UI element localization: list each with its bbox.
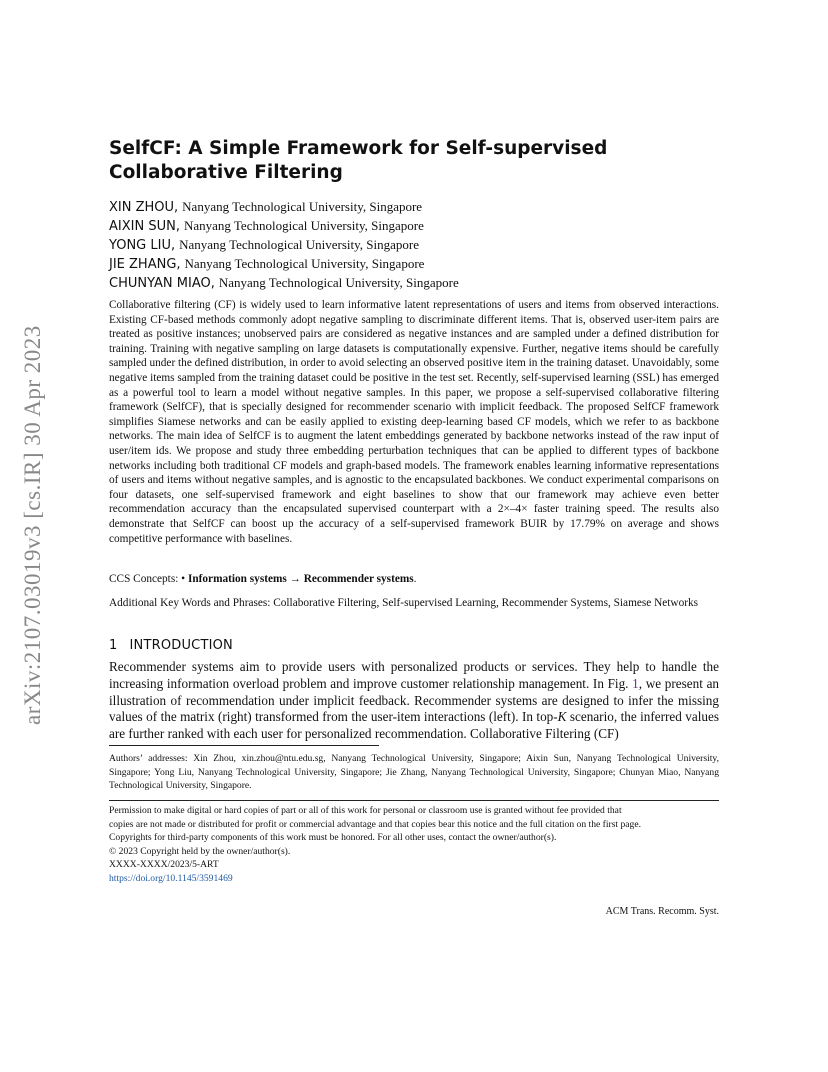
introduction-paragraph: [109, 659, 719, 743]
author-affiliation: Nanyang Technological University, Singapore: [183, 218, 424, 233]
doi-link[interactable]: https://doi.org/10.1145/3591469: [109, 872, 233, 884]
permission-line: Permission to make digital or hard copies of part or all of this work for personal or classroom use is granted without fee provided that: [109, 805, 622, 816]
section-heading: [109, 638, 233, 653]
author-name: AIXIN SUN,: [109, 219, 180, 234]
permission-block: [109, 804, 719, 885]
author-affiliation: Nanyang Technological University, Singapore: [182, 199, 423, 214]
ccs-end: .: [413, 573, 417, 585]
author-entry: [109, 273, 729, 292]
journal-footer: ACM Trans. Recomm. Syst.: [605, 906, 719, 917]
figure-link[interactable]: 1: [632, 675, 639, 691]
paper-title: SelfCF: A Simple Framework for Self-supervised Collaborative Filtering: [109, 138, 608, 183]
keywords: Additional Key Words and Phrases: Collaborative Filtering, Self-supervised Learning, Recommender Systems, Siamese Networks: [109, 597, 699, 609]
section-title: INTRODUCTION: [129, 638, 233, 653]
copyright-line: © 2023 Copyright held by the owner/author(s).: [109, 845, 291, 857]
issn-line: XXXX-XXXX/2023/5-ART: [109, 859, 219, 870]
intro-text-part: scenario, the inferred values are further ranked with each user for personalized recommendation. Collaborative Filtering (CF): [109, 709, 719, 742]
author-name: XIN ZHOU,: [109, 200, 179, 215]
ccs-concept-link[interactable]: Information systems → Recommender systems: [187, 573, 414, 585]
author-affiliation: Nanyang Technological University, Singapore: [184, 256, 425, 271]
author-name: YONG LIU,: [109, 238, 176, 253]
permission-line: Copyrights for third-party components of this work must be honored. For all other uses, contact the owner/author(s).: [109, 832, 557, 843]
author-name: CHUNYAN MIAO,: [109, 276, 215, 291]
permission-line: copies are not made or distributed for profit or commercial advantage and that copies bear this notice and the full citation on the first page.: [109, 818, 642, 830]
author-entry: [109, 216, 729, 235]
footnote-divider: [109, 745, 379, 746]
author-list: [109, 197, 729, 292]
author-addresses: Authors’ addresses: Xin Zhou, xin.zhou@ntu.edu.sg, Nanyang Technological University, Singapore; Aixin Sun, Nanyang Technological University, Singapore; Yong Liu, Nanyang Technological University, Singapore; Jie Zhang, Nanyang Technological University, Singapore; Chunyan Miao, Nanyang Technological University, Singapore.: [109, 753, 719, 791]
author-entry: [109, 235, 729, 254]
section-number: 1: [109, 638, 118, 653]
author-affiliation: Nanyang Technological University, Singapore: [218, 275, 459, 290]
permission-divider: [109, 800, 719, 801]
author-affiliation: Nanyang Technological University, Singapore: [179, 237, 420, 252]
arxiv-identifier-text: arXiv:2107.03019v3 [cs.IR] 30 Apr 2023: [20, 325, 45, 725]
arxiv-identifier: [20, 295, 52, 755]
ccs-concepts: [109, 572, 719, 587]
abstract: Collaborative filtering (CF) is widely used to learn informative latent representations of users and items from observed interactions. Existing CF-based methods commonly adopt negative sampling to discriminate different items. That is, observed user-item pairs are treated as positive instances; unobserved pairs are considered as negative instances and are sampled under a defined distribution for training. Training with negative sampling on large datasets is computationally expensive. Further, negative items should be carefully sampled under the defined distribution, in order to avoid selecting an observed positive item in the training dataset. Unavoidably, some negative items sampled from the training dataset could be positive in the test set. Recently, self-supervised learning (SSL) has emerged as a powerful tool to learn a model without negative samples. In this paper, we propose a self-supervised collaborative filtering framework (SelfCF), that is specially designed for recommender scenario with implicit feedback. The proposed SelfCF framework simplifies Siamese networks and can be easily applied to existing deep-learning based CF models, which we refer to as backbone networks. The main idea of SelfCF is to augment the latent embeddings generated by backbone networks instead of the raw input of user/item ids. We propose and study three embedding perturbation techniques that can be applied to different types of backbone networks including both traditional CF models and graph-based models. The framework enables learning informative representations of users and items without negative samples, and is agnostic to the encapsulated backbones. We conduct experimental comparisons on four datasets, one self-supervised framework and eight baselines to show that our framework may achieve even better recommendation accuracy than the encapsulated supervised counterpart with a 2×–4× faster training speed. The results also demonstrate that SelfCF can boost up the accuracy of a self-supervised framework BUIR by 17.79% on average and shows competitive performance with baselines.: [109, 299, 719, 545]
author-entry: [109, 197, 729, 216]
top-k-symbol: K: [557, 709, 567, 725]
author-entry: [109, 254, 729, 273]
intro-text-part: Recommender systems aim to provide users with personalized products or services. They help to handle the increasing information overload problem and improve customer relationship management. In Fig.: [109, 659, 719, 691]
intro-text-part: , we present an illustration of recommendation under implicit feedback. Recommender systems are designed to infer the missing values of the matrix (right) transformed from the user-item interactions (left). In top-: [109, 675, 720, 725]
author-name: JIE ZHANG,: [109, 257, 181, 272]
ccs-label: CCS Concepts: •: [109, 573, 186, 585]
